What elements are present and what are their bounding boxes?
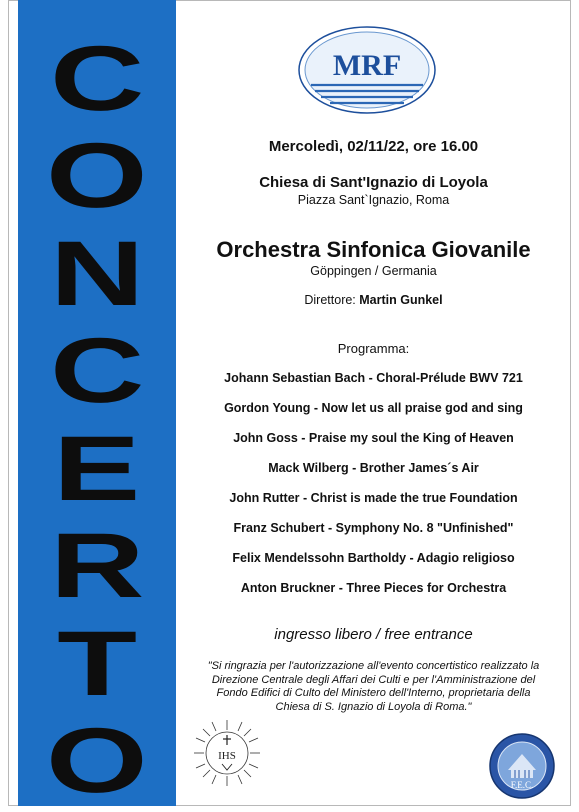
title-letter: E [53, 417, 141, 520]
title-letter: R [49, 515, 145, 618]
program-item: Mack Wilberg - Brother James´s Air [268, 461, 479, 475]
vertical-title-concerto [18, 28, 176, 812]
program-item: Gordon Young - Now let us all praise god and sing [224, 401, 523, 415]
title-letter: T [57, 612, 137, 715]
ihs-text: IHS [218, 750, 236, 762]
program-item: John Goss - Praise my soul the King of Heaven [233, 431, 514, 445]
program-item: Franz Schubert - Symphony No. 8 "Unfinished" [233, 521, 514, 535]
program-label: Programma: [337, 341, 410, 356]
title-letter: N [49, 222, 145, 325]
title-letter: C [49, 320, 145, 423]
poster-content [176, 0, 571, 806]
director-name: Martin Gunkel [359, 293, 443, 307]
director-line [176, 293, 571, 307]
mrf-logo [297, 25, 437, 115]
logo-text: MRF [332, 49, 402, 82]
program-item: Felix Mendelssohn Bartholdy - Adagio religioso [232, 551, 515, 565]
program-list [176, 370, 571, 610]
event-address: Piazza Sant`Ignazio, Roma [297, 193, 450, 207]
program-item: Johann Sebastian Bach - Choral-Prélude BWV 721 [224, 371, 523, 385]
orchestra-name: Orchestra Sinfonica Giovanile [216, 237, 531, 262]
event-venue: Chiesa di Sant'Ignazio di Loyola [259, 174, 488, 191]
fec-text: F.E.C. [510, 780, 534, 790]
title-letter: C [49, 28, 145, 130]
fec-seal-icon [488, 732, 556, 800]
thanks-note: "Si ringrazia per l'autorizzazione all'evento concertistico realizzato la Direzione Centrale degli Affari dei Culti e per l'Amministrazione del Fondo Edifici di Culto del Ministero dell'Interno, proprietaria della Chiesa di S. Ignazio di Loyola di Roma." [207, 660, 540, 713]
event-date: Mercoledì, 02/11/22, ore 16.00 [268, 138, 479, 155]
program-item: Anton Bruckner - Three Pieces for Orchestra [240, 581, 507, 595]
free-entrance-note: ingresso libero / free entrance [274, 626, 473, 643]
director-label: Direttore: [304, 293, 356, 307]
title-letter: O [46, 709, 148, 812]
orchestra-origin: Göppingen / Germania [310, 264, 437, 278]
program-item: John Rutter - Christ is made the true Foundation [229, 491, 518, 505]
title-letter: O [46, 125, 148, 228]
ihs-emblem-icon [192, 718, 262, 788]
